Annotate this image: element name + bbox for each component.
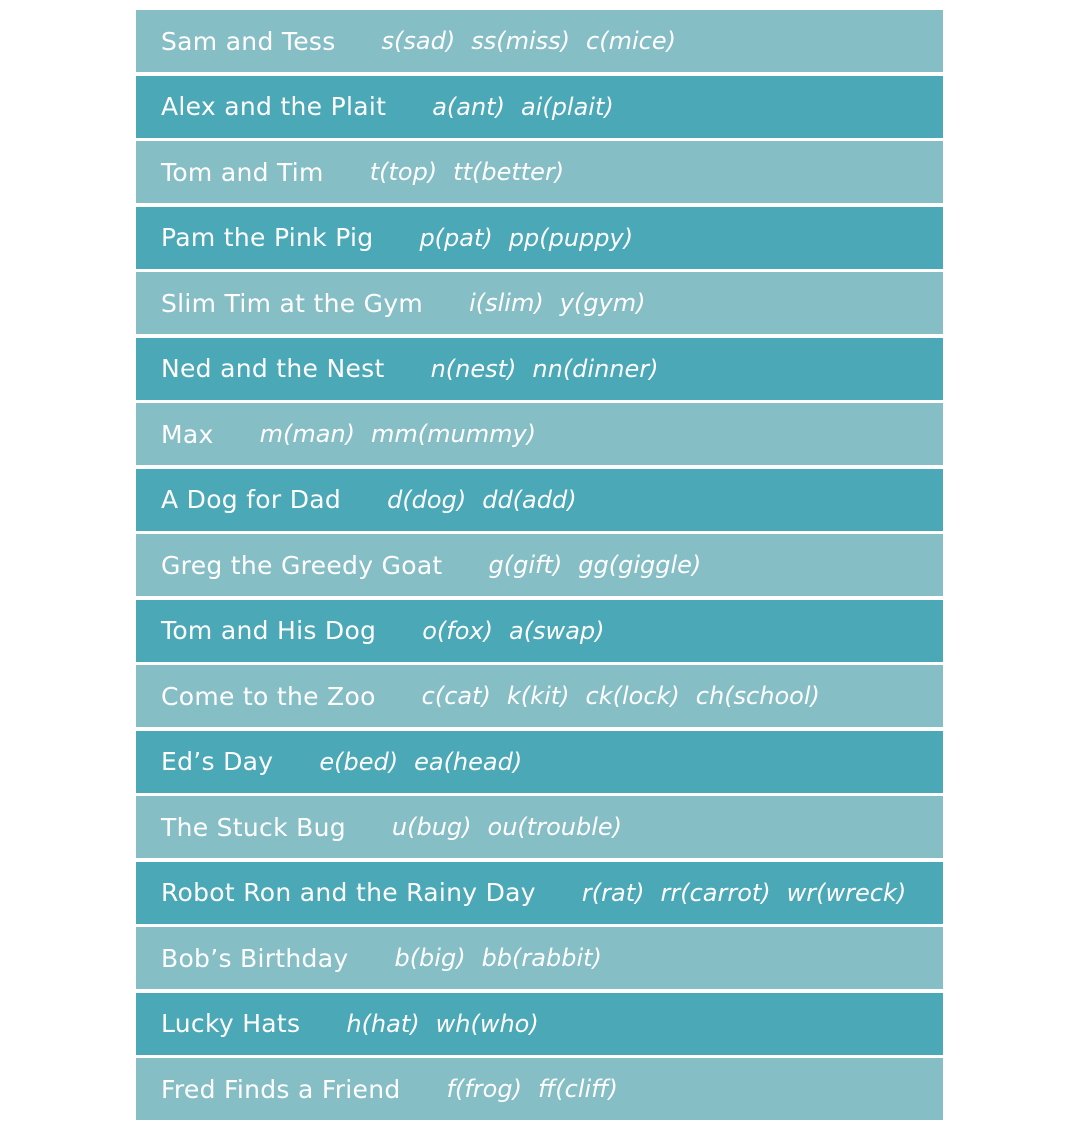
grapheme-example: p(pat): [419, 223, 493, 252]
grapheme-example: y(gym): [559, 289, 646, 317]
grapheme-example: dd(add): [482, 485, 577, 514]
grapheme-example: c(mice): [586, 27, 676, 55]
book-title: Max: [161, 419, 214, 449]
book-row: [136, 403, 943, 465]
grapheme-example: a(ant): [432, 92, 505, 121]
grapheme-example: nn(dinner): [532, 354, 659, 383]
book-title: Lucky Hats: [161, 1009, 301, 1038]
book-row: [136, 796, 943, 858]
book-title: Alex and the Plait: [161, 92, 387, 121]
grapheme-example: ch(school): [695, 682, 820, 710]
book-title: Bob’s Birthday: [161, 943, 349, 973]
grapheme-example: pp(puppy): [508, 223, 634, 252]
grapheme-example: gg(giggle): [578, 551, 702, 579]
grapheme-example: ou(trouble): [487, 813, 622, 841]
book-title: The Stuck Bug: [161, 812, 346, 842]
grapheme-example: n(nest): [430, 354, 517, 383]
book-title: Slim Tim at the Gym: [161, 288, 424, 318]
grapheme-example: d(dog): [387, 485, 467, 514]
book-row: [136, 993, 943, 1055]
grapheme-example: mm(mummy): [371, 420, 537, 448]
grapheme-example: a(swap): [508, 616, 605, 645]
book-row: [136, 338, 943, 400]
grapheme-example: ss(miss): [471, 27, 571, 55]
grapheme-example: ff(cliff): [537, 1075, 618, 1103]
grapheme-example: wr(wreck): [786, 878, 907, 907]
book-title: Fred Finds a Friend: [161, 1074, 401, 1104]
book-row: [136, 141, 943, 203]
book-row: [136, 665, 943, 727]
book-title: Greg the Greedy Goat: [161, 550, 443, 580]
book-title: Come to the Zoo: [161, 681, 376, 711]
grapheme-example: ck(lock): [585, 682, 680, 710]
book-title: Robot Ron and the Rainy Day: [161, 878, 536, 907]
grapheme-example: t(top): [369, 158, 438, 186]
book-title: Pam the Pink Pig: [161, 223, 374, 252]
book-list: [136, 10, 943, 1124]
book-row: [136, 10, 943, 72]
book-title: A Dog for Dad: [161, 485, 342, 514]
grapheme-example: m(man): [259, 420, 355, 448]
grapheme-example: b(big): [394, 944, 466, 972]
grapheme-example: u(bug): [391, 813, 472, 841]
book-row: [136, 469, 943, 531]
grapheme-example: s(sad): [381, 27, 456, 55]
grapheme-example: rr(carrot): [660, 878, 771, 907]
grapheme-example: e(bed): [319, 747, 399, 776]
grapheme-example: g(gift): [488, 551, 563, 579]
grapheme-example: wh(who): [435, 1009, 539, 1038]
book-row: [136, 1058, 943, 1120]
book-row: [136, 76, 943, 138]
book-row: [136, 731, 943, 793]
book-title: Sam and Tess: [161, 26, 336, 56]
grapheme-example: ai(plait): [520, 92, 614, 121]
book-row: [136, 534, 943, 596]
grapheme-example: c(cat): [421, 682, 491, 710]
book-row: [136, 272, 943, 334]
grapheme-example: bb(rabbit): [481, 944, 602, 972]
book-row: [136, 207, 943, 269]
grapheme-example: i(slim): [469, 289, 544, 317]
book-title: Ed’s Day: [161, 747, 274, 776]
grapheme-example: r(rat): [581, 878, 645, 907]
book-row: [136, 927, 943, 989]
book-title: Ned and the Nest: [161, 354, 385, 383]
book-title: Tom and His Dog: [161, 616, 377, 645]
book-row: [136, 862, 943, 924]
grapheme-example: f(frog): [446, 1075, 522, 1103]
grapheme-example: tt(better): [453, 158, 565, 186]
grapheme-example: h(hat): [346, 1009, 420, 1038]
grapheme-example: k(kit): [506, 682, 570, 710]
grapheme-example: ea(head): [414, 747, 523, 776]
grapheme-example: o(fox): [422, 616, 493, 645]
book-title: Tom and Tim: [161, 157, 324, 187]
book-row: [136, 600, 943, 662]
